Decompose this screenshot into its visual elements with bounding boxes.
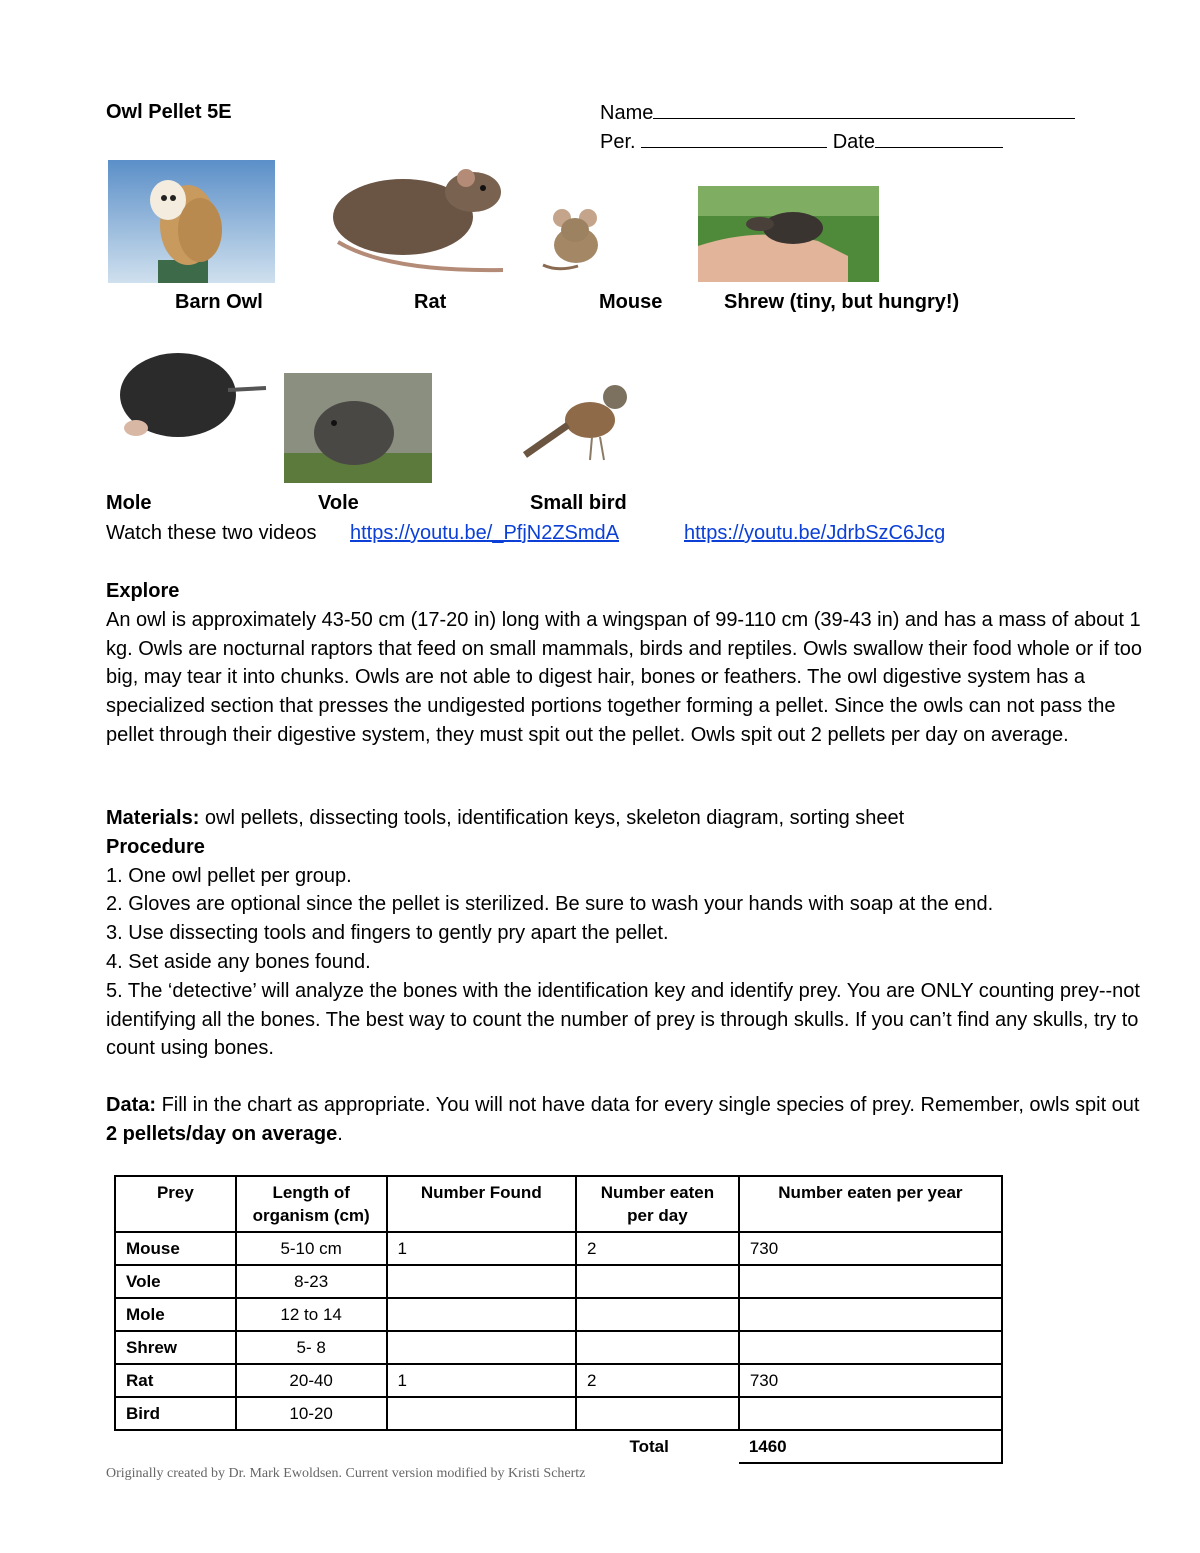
vole-caption: Vole	[318, 492, 359, 514]
data-instructions	[106, 1091, 1146, 1149]
total-value[interactable]: 1460	[739, 1430, 1002, 1463]
mouse-photo	[538, 200, 606, 272]
procedure-step: 2. Gloves are optional since the pellet is sterilized. Be sure to wash your hands with soap at the end.	[106, 893, 994, 916]
per-day-cell[interactable]	[576, 1331, 739, 1364]
procedure-step: 4. Set aside any bones found.	[106, 950, 371, 973]
materials-line	[106, 804, 1146, 833]
rat-caption: Rat	[414, 291, 447, 313]
materials-procedure-section	[106, 804, 1146, 1063]
table-row	[115, 1298, 1002, 1331]
per-day-cell[interactable]	[576, 1298, 739, 1331]
mole-photo	[108, 340, 268, 445]
procedure-heading: Procedure	[106, 835, 205, 858]
date-blank[interactable]	[875, 127, 1003, 148]
procedure-step: 5. The ‘detective’ will analyze the bones with the identification key and identify prey. You are ONLY counting prey--not identifying all the bones. The best way to count the number of prey is through skulls. If you can’t find any skulls, try to count using bones.	[106, 979, 1140, 1060]
col-length: Length of organism (cm)	[236, 1176, 387, 1232]
found-cell[interactable]	[387, 1331, 577, 1364]
per-year-cell[interactable]	[739, 1265, 1002, 1298]
length-cell: 5-10 cm	[236, 1232, 387, 1265]
name-label: Name	[600, 102, 654, 124]
prey-cell: Shrew	[115, 1331, 236, 1364]
period-blank[interactable]	[641, 127, 827, 148]
per-day-cell[interactable]	[576, 1397, 739, 1430]
length-cell: 12 to 14	[236, 1298, 387, 1331]
small-bird-photo	[520, 375, 632, 465]
per-year-cell[interactable]	[739, 1331, 1002, 1364]
prey-cell: Rat	[115, 1364, 236, 1397]
length-cell: 20-40	[236, 1364, 387, 1397]
barn-owl-photo	[108, 160, 275, 283]
found-cell[interactable]: 1	[387, 1364, 577, 1397]
length-cell: 10-20	[236, 1397, 387, 1430]
found-cell[interactable]	[387, 1265, 577, 1298]
per-year-cell[interactable]	[739, 1298, 1002, 1331]
name-blank[interactable]	[653, 98, 1075, 119]
rat-photo	[308, 162, 508, 277]
per-year-cell[interactable]	[739, 1397, 1002, 1430]
col-number-found: Number Found	[387, 1176, 577, 1232]
total-label: Total	[629, 1437, 669, 1456]
per-day-cell[interactable]: 2	[576, 1232, 739, 1265]
total-row	[115, 1430, 1002, 1463]
shrew-caption: Shrew (tiny, but hungry!)	[724, 291, 960, 313]
prey-data-table	[114, 1175, 1003, 1464]
mouse-caption: Mouse	[599, 291, 663, 313]
explore-heading: Explore	[106, 580, 180, 602]
found-cell[interactable]	[387, 1397, 577, 1430]
data-label: Data:	[106, 1094, 157, 1116]
shrew-photo	[698, 186, 879, 282]
table-header-row	[115, 1176, 1002, 1232]
found-cell[interactable]: 1	[387, 1232, 577, 1265]
length-cell: 5- 8	[236, 1331, 387, 1364]
col-eaten-per-year: Number eaten per year	[739, 1176, 1002, 1232]
procedure-step: 1. One owl pellet per group.	[106, 864, 352, 887]
explore-section	[106, 577, 1146, 750]
video-link-1[interactable]: https://youtu.be/_PfjN2ZSmdA	[350, 522, 620, 544]
table-row	[115, 1364, 1002, 1397]
per-label: Per.	[600, 131, 636, 153]
table-row	[115, 1265, 1002, 1298]
per-day-cell[interactable]	[576, 1265, 739, 1298]
materials-text: owl pellets, dissecting tools, identification keys, skeleton diagram, sorting sheet	[199, 807, 905, 829]
prey-cell: Vole	[115, 1265, 236, 1298]
data-text: Fill in the chart as appropriate. You will not have data for every single species of prey. Remember, owls spit out	[156, 1094, 1140, 1116]
table-row	[115, 1397, 1002, 1430]
found-cell[interactable]	[387, 1298, 577, 1331]
explore-text: An owl is approximately 43-50 cm (17-20 in) long with a wingspan of 99-110 cm (39-43 in) and has a mass of about 1 kg. Owls are nocturnal raptors that feed on small mammals, birds and reptiles. Owls swallow their food whole or if too big, may tear it into chunks. Owls are not able to digest hair, bones or feathers. The owl digestive system has a specialized section that presses the undigested portions together forming a pellet. Since the owls can not pass the pellet through their digestive system, they must spit out the pellet. Owls spit out 2 pellets per day on average.	[106, 608, 1142, 746]
footer-credit: Originally created by Dr. Mark Ewoldsen. Current version modified by Kristi Schertz	[106, 1466, 586, 1481]
name-line[interactable]	[600, 98, 1075, 128]
per-year-cell[interactable]: 730	[739, 1232, 1002, 1265]
col-prey: Prey	[115, 1176, 236, 1232]
vole-photo	[284, 373, 432, 483]
table-row	[115, 1331, 1002, 1364]
col-eaten-per-day: Number eaten per day	[576, 1176, 739, 1232]
per-day-cell[interactable]: 2	[576, 1364, 739, 1397]
length-cell: 8-23	[236, 1265, 387, 1298]
video-link-2[interactable]: https://youtu.be/JdrbSzC6Jcg	[684, 522, 946, 544]
table-row	[115, 1232, 1002, 1265]
per-date-line	[600, 127, 1003, 157]
videos-prompt: Watch these two videos	[106, 522, 317, 544]
prey-cell: Mole	[115, 1298, 236, 1331]
barn-owl-caption: Barn Owl	[175, 291, 263, 313]
mole-caption: Mole	[106, 492, 152, 514]
prey-cell: Mouse	[115, 1232, 236, 1265]
data-end: .	[337, 1122, 343, 1145]
worksheet-title: Owl Pellet 5E	[106, 101, 232, 123]
materials-label: Materials:	[106, 807, 200, 829]
procedure-step: 3. Use dissecting tools and fingers to gently pry apart the pellet.	[106, 922, 669, 945]
date-label: Date	[832, 131, 875, 153]
per-year-cell[interactable]: 730	[739, 1364, 1002, 1397]
small-bird-caption: Small bird	[530, 492, 627, 514]
data-bold: 2 pellets/day on average	[106, 1122, 338, 1145]
prey-cell: Bird	[115, 1397, 236, 1430]
